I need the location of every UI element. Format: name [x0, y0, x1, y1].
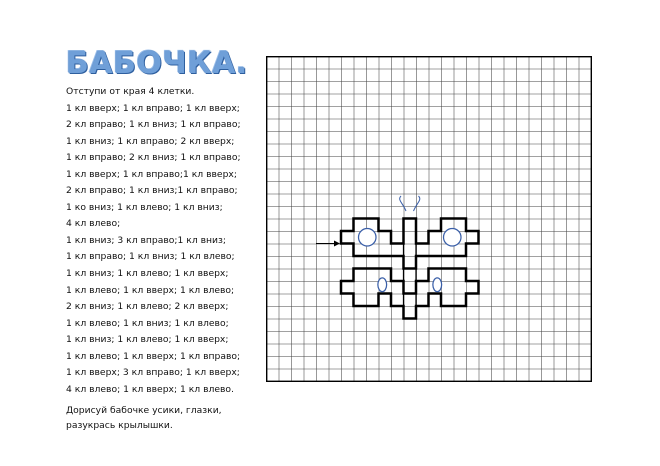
- wing-spot-upper-right: [444, 229, 462, 247]
- wing-spot-lower-left: [378, 278, 387, 292]
- instruction-line: 1 кл влево; 1 кл вверх; 1 кл влево;: [66, 284, 235, 296]
- instruction-line: 1 кл влево; 1 кл вниз; 1 кл влево;: [66, 317, 229, 329]
- instruction-line: 4 кл влево; 1 кл вверх; 1 кл влево.: [66, 383, 234, 395]
- start-arrow-icon: [316, 241, 340, 247]
- instruction-line: 4 кл влево;: [66, 218, 121, 230]
- instruction-line: 1 кл вниз; 3 кл вправо;1 кл вниз;: [66, 234, 227, 246]
- footer-note: [66, 403, 222, 433]
- footer-line: Дорисуй бабочке усики, глазки,: [66, 405, 222, 416]
- instruction-line: 2 кл вниз; 1 кл влево; 2 кл вверх;: [66, 301, 229, 313]
- instruction-line: 1 кл вверх; 1 кл вправо; 1 кл вверх;: [66, 102, 240, 114]
- instruction-line: 1 кл вверх; 1 кл вправо;1 кл вверх;: [66, 168, 237, 180]
- drawing-grid-area: [266, 56, 592, 386]
- wing-spot-lower-right: [433, 278, 442, 292]
- grid-lines: [266, 56, 591, 381]
- antenna-left: [400, 196, 406, 211]
- butterfly: [341, 196, 479, 319]
- instruction-line: 1 кл вправо; 1 кл вниз; 1 кл влево;: [66, 251, 235, 263]
- page-title: БАБОЧКА.: [66, 46, 248, 81]
- instruction-line: 1 ко вниз; 1 кл влево; 1 кл вниз;: [66, 201, 223, 213]
- instructions-list: [66, 84, 241, 398]
- instruction-line: 1 кл вниз; 1 кл влево; 1 кл вверх;: [66, 334, 229, 346]
- instruction-line: 1 кл влево; 1 кл вверх; 1 кл вправо;: [66, 350, 241, 362]
- footer-line: разукрась крылышки.: [66, 420, 173, 431]
- grid-paper: [266, 56, 592, 382]
- instruction-line: 1 кл вправо; 2 кл вниз; 1 кл вправо;: [66, 152, 241, 164]
- instruction-line: 1 кл вниз; 1 кл влево; 1 кл вверх;: [66, 268, 229, 280]
- instruction-line: 2 кл вправо; 1 кл вниз; 1 кл вправо;: [66, 119, 241, 131]
- instruction-line: 2 кл вправо; 1 кл вниз;1 кл вправо;: [66, 185, 238, 197]
- instruction-line: Отступи от края 4 клетки.: [66, 86, 195, 97]
- wing-spot-upper-left: [359, 229, 377, 247]
- instruction-line: 1 кл вниз; 1 кл вправо; 2 кл вверх;: [66, 135, 235, 147]
- butterfly-lower-outline: [341, 269, 479, 319]
- instruction-line: 1 кл вверх; 3 кл вправо; 1 кл вверх;: [66, 367, 240, 379]
